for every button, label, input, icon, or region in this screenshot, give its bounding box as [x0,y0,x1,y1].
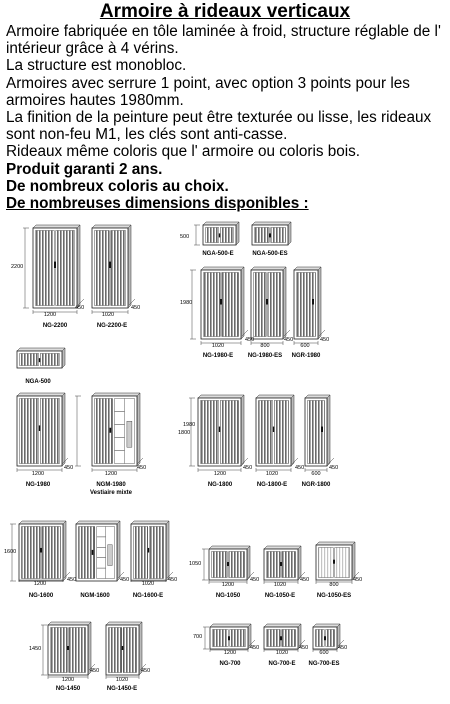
cabinet-ng-1800-e [256,395,294,466]
cabinet-ngr-1800 [305,395,330,466]
shutter [95,231,110,306]
width-dimension: 600 [300,343,310,349]
width-dimension: 1020 [141,581,155,587]
handle [39,358,41,362]
shutter [20,399,39,464]
model-label: NG-700-ES [308,661,340,667]
cabinet-ngm-1600 [76,521,120,581]
handle [220,299,222,305]
cabinet-side [62,348,65,368]
depth-dimension: 450 [141,668,151,674]
handle [228,636,230,640]
cabinet-top [294,267,321,270]
shutter [36,231,55,306]
width-dimension: 1200 [61,677,75,683]
shutter [282,630,296,647]
cabinet-top [252,222,291,225]
handle [54,262,56,268]
depth-dimension: 450 [250,577,260,583]
depth-dimension: 450 [137,465,147,471]
cabinet-top [313,624,340,627]
cabinet-side [166,521,169,581]
shutter [267,630,281,647]
cabinet-side [62,393,65,466]
depth-dimension: 450 [299,645,309,651]
model-label: NG-700-E [268,661,296,667]
shutter [229,552,245,578]
width-dimension: 1200 [33,581,47,587]
cabinet-ng-1050 [209,546,250,580]
shutter [56,231,75,306]
cabinet-ng-1450 [48,622,91,675]
description-line: La structure est monobloc. [6,57,187,75]
width-dimension: 1020 [265,471,279,477]
cabinet-top [203,222,239,225]
handle [219,233,221,237]
cabinet-side [352,542,355,580]
cabinet-ng-1050-e [264,546,301,580]
depth-dimension: 450 [250,645,260,651]
shutter [282,552,296,578]
cabinet-ng-1450-e [106,622,142,675]
cabinet-ng-1800 [198,395,244,466]
cabinet-ng-700 [210,624,251,649]
cabinet-ng-1600-e [131,521,169,581]
depth-dimension: 450 [243,465,253,471]
page-title: Armoire à rideaux verticaux [99,1,351,22]
model-label: NG-1600-E [132,593,164,599]
height-dimension: 1050 [189,561,202,567]
cabinet-top [264,624,301,627]
cabinet-top [209,546,250,549]
cabinet-side [247,546,250,580]
handle [273,427,275,432]
handle [312,299,314,305]
cabinet-side [291,395,294,466]
cabinet-top [17,348,65,351]
shutter [220,228,233,243]
height-dimension: 700 [193,634,203,640]
locker-door [108,545,112,566]
model-label: NG-2200-E [96,323,128,329]
cabinet-top [33,225,80,228]
model-label: NGR-1980 [291,353,321,359]
shutter [204,273,221,337]
shutter [220,401,238,464]
depth-dimension: 450 [284,337,294,343]
model-label: NGA-500 [25,379,51,385]
cabinet-top [210,624,251,627]
width-dimension: 600 [311,471,321,477]
shutter [213,630,229,647]
width-dimension: 800 [329,582,339,588]
handle [280,636,282,640]
cabinet-ngm-1980 [92,393,140,466]
description-line: Rideaux même coloris que l' armoire ou coloris bois. [6,143,361,161]
depth-dimension: 450 [353,577,363,583]
model-label: NG-1800-E [256,482,288,488]
model-label: NG-1450-E [106,686,138,692]
cabinet-top [264,546,301,549]
model-label: NG-1980-ES [247,353,283,359]
width-dimension: 1020 [275,650,289,656]
colors-text: De nombreux coloris au choix. [6,177,229,195]
shutter [20,354,39,366]
cabinet-top [251,267,286,270]
handle [92,550,94,555]
dimensions-heading: De nombreuses dimensions disponibles : [6,195,309,213]
cabinet-top [201,267,244,270]
handle [227,562,229,566]
cabinet-top [76,521,120,524]
model-label: NG-1450 [55,686,81,692]
shutter [201,401,219,464]
shutter [259,401,273,464]
cabinet-side [63,521,66,581]
cabinet-ng-1980-es [251,267,286,339]
cabinet-ng-1980-stack [17,393,65,466]
height-dimension: 1980 [180,300,193,306]
shutter [222,273,239,337]
shutter [134,527,148,579]
height-dimension: 1800 [178,430,191,436]
handle [122,646,124,650]
model-label: NG-700 [219,661,241,667]
handle [280,562,282,566]
cabinet-top [92,393,140,396]
cabinet-top [106,622,142,625]
shutter [40,354,59,366]
handle [148,548,150,553]
cabinet-side [117,521,120,581]
shutter [326,630,335,647]
model-label: NG-1800 [207,482,233,488]
shutter [109,628,122,673]
handle [219,427,221,432]
locker-door [127,421,132,447]
cabinet-ng-2200 [33,225,80,308]
model-label: NGM-1980 [96,482,126,488]
cabinet-top [131,521,169,524]
cabinet-top [256,395,294,398]
description-line: Armoires avec serrure 1 point, avec option 3 points pour les armoires hautes 1980mm. [6,74,410,109]
width-dimension: 1200 [104,471,118,477]
model-label: NGM-1600 [80,593,110,599]
width-dimension: 1020 [211,343,225,349]
cabinet-side [327,395,330,466]
width-dimension: 1200 [223,650,237,656]
width-dimension: 1200 [43,312,57,318]
shutter [255,228,270,243]
depth-dimension: 450 [90,668,100,674]
depth-dimension: 450 [131,305,141,311]
cabinet-ng-1050-es [316,542,355,580]
cabinet-side [283,267,286,339]
cabinet-top [48,622,91,625]
width-dimension: 1200 [213,471,227,477]
cabinet-ng-1980-e [201,267,244,339]
width-dimension: 1020 [115,677,129,683]
description-line: Armoire fabriquée en tôle laminée à froid, structure réglable de l' intérieur grâce à 4 vérins. [6,23,441,58]
width-dimension: 800 [260,343,270,349]
cabinet-side [77,225,80,308]
depth-dimension: 450 [320,337,330,343]
cabinet-ng-700-es [313,624,340,649]
handle [110,428,112,433]
depth-dimension: 450 [168,577,178,583]
width-dimension: 1200 [31,471,45,477]
cabinet-top [19,521,66,524]
shutter [123,628,136,673]
model-label: NGA-500-E [202,251,234,257]
cabinet-side [288,222,291,245]
height-dimension: 2200 [11,264,24,270]
height-dimension: 1600 [4,549,17,555]
height-dimension: 500 [180,234,190,240]
height-dimension: 1450 [29,646,42,652]
cabinet-side [298,546,301,580]
model-label: NG-1050-ES [316,593,352,599]
cabinet-drawings [17,222,355,675]
handle [67,646,69,650]
shutter [268,273,281,337]
cabinet-nga-500-e [203,222,239,245]
cabinet-top [92,225,131,228]
shutter [230,630,246,647]
shutter [40,399,59,464]
handle [40,548,42,553]
model-label: NGR-1800 [301,482,331,488]
height-dimension: 1980 [183,422,196,428]
cabinet-top [198,395,244,398]
cabinet-ng-700-e [264,624,301,649]
shutter [42,527,61,579]
shutter [335,548,350,578]
width-dimension: 1020 [273,582,287,588]
cabinet-side [241,267,244,339]
shutter [267,552,281,578]
cabinet-side [241,395,244,466]
handle [333,560,335,564]
cabinet-side [236,222,239,245]
cabinet-side [318,267,321,339]
depth-dimension: 450 [120,577,130,583]
model-label: NG-1050 [215,593,241,599]
model-label: NG-1050-E [264,593,296,599]
shutter [316,630,325,647]
warranty-text: Produit garanti 2 ans. [6,160,163,178]
handle [321,427,323,432]
shutter [149,527,163,579]
handle [109,262,111,268]
cabinet-ng-1600 [19,521,66,581]
width-dimension: 1020 [101,312,115,318]
shutter [22,527,41,579]
depth-dimension: 450 [329,465,339,471]
handle [39,425,41,431]
handle [266,299,268,305]
width-dimension: 1200 [221,582,235,588]
cabinet-ng-2200-e [92,225,131,308]
cabinet-top [305,395,330,398]
shutter [274,401,288,464]
shutter [212,552,228,578]
depth-dimension: 450 [67,577,77,583]
model-label: NGA-500-ES [252,251,288,257]
shutter [254,273,267,337]
depth-dimension: 450 [300,577,310,583]
depth-dimension: 450 [245,337,255,343]
width-dimension: 600 [319,650,329,656]
handle [269,233,271,237]
model-label: NG-1980-E [202,353,234,359]
cabinet-side [137,393,140,466]
cabinet-nga-500 [17,348,65,368]
depth-dimension: 450 [75,305,85,311]
shutter [69,628,86,673]
cabinet-side [128,225,131,308]
model-label: NG-1600 [28,593,54,599]
shutter [111,231,126,306]
shutter [271,228,286,243]
description-line: La finition de la peinture peut être texturée ou lisse, les rideaux sont non-feu M1, les clés sont anti-casse. [6,109,432,144]
model-label: NG-2200 [42,323,68,329]
depth-dimension: 450 [338,645,348,651]
handle [324,636,326,640]
shutter [206,228,219,243]
model-label: NG-1980 [25,482,51,488]
depth-dimension: 450 [295,465,305,471]
shutter [319,548,334,578]
cabinet-top [17,393,65,396]
cabinet-nga-500-es [252,222,291,245]
cabinet-ngr-1980 [294,267,321,339]
cabinet-top [316,542,355,545]
shutter [51,628,68,673]
model-label: Vestiaire mixte [89,490,133,496]
depth-dimension: 450 [64,465,74,471]
